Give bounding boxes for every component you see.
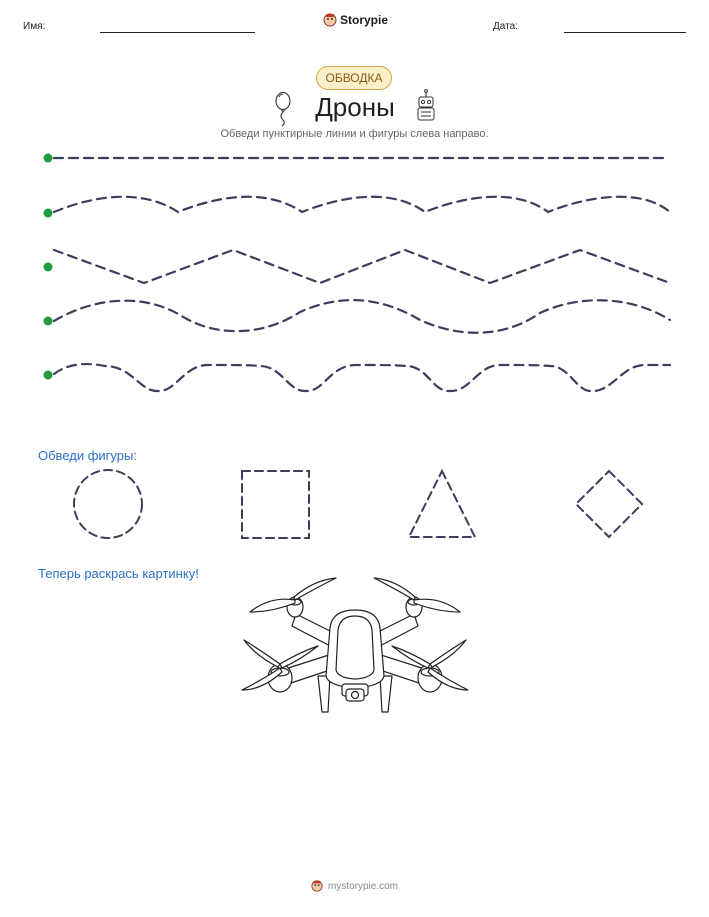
date-label: Дата: [493, 21, 518, 32]
page-title: Дроны [315, 92, 395, 122]
storypie-footer-icon [311, 880, 323, 892]
footer [0, 880, 709, 892]
shapes-section-title: Обведи фигуры: [38, 448, 137, 463]
brand-name: Storypie [340, 13, 389, 27]
worksheet-type-badge: ОБВОДКА [316, 66, 392, 90]
instructions: Обведи пунктирные линии и фигуры слева направо. [220, 128, 489, 140]
footer-url[interactable]: mystorypie.com [327, 880, 398, 892]
coloring-section-title: Теперь раскрась картинку! [38, 566, 199, 581]
name-label: Имя: [23, 21, 46, 32]
